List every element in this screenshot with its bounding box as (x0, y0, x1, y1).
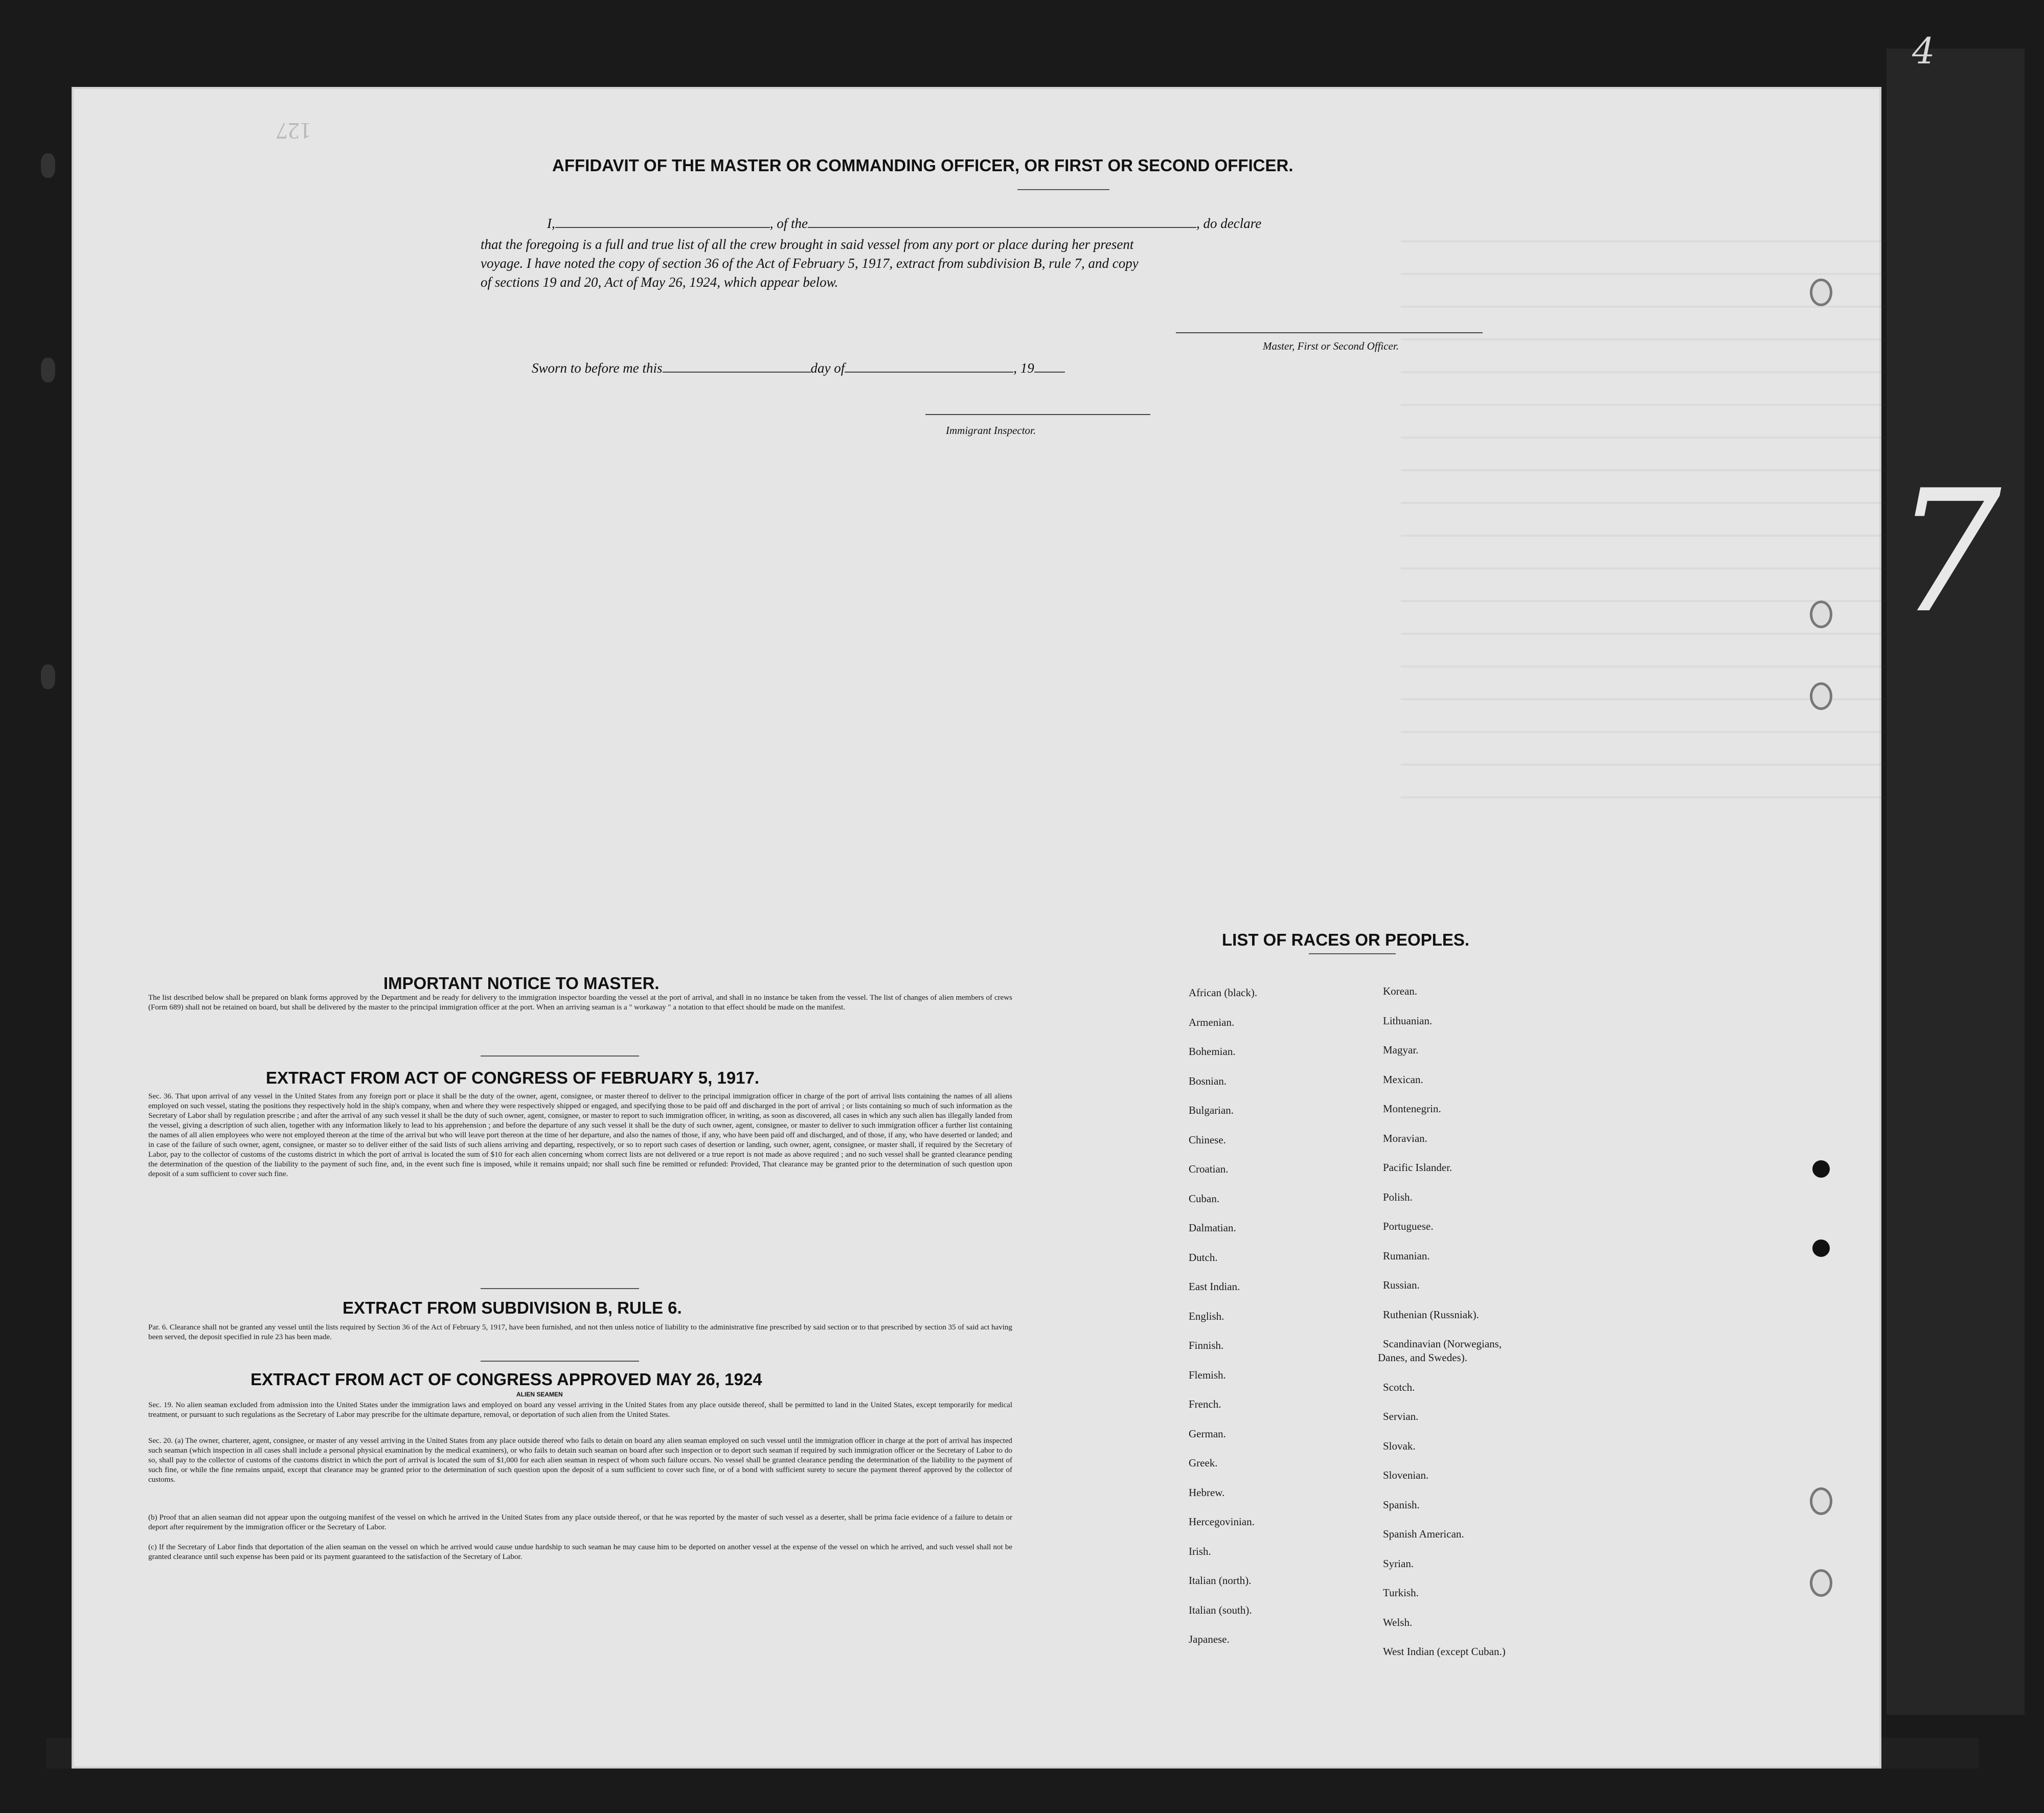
day-of-label: day of (810, 360, 845, 376)
race-item: Portuguese. (1383, 1220, 1434, 1232)
signature-label: Master, First or Second Officer. (1263, 340, 1399, 352)
sec-20a-text: Sec. 20. (a) The owner, charterer, agent, consignee, or master of any vessel arriving in the United States from any place outside thereof who fails to detain on board any alien seaman employed on such vessel until the immigration officer in charge at the port of arrival has inspected such seaman (which inspection in all cases shall include a personal physical examination by the medical examiners), or who fails to detain such seaman on board after such inspection or to deport such seaman if required by such immigration officer or the Secretary of Labor to do so, shall pay to the collector of customs of the customs district in which the port of arrival is located the sum of $1,000 for each alien seaman in respect of whom such failure occurs. No vessel shall be granted clearance pending the determination of the liability to the payment of such fine, or while the fine remains unpaid, except that clearance may be granted prior to the determination of such question upon the deposit of a sum sufficient to cover such fine, or of a bond with sufficient surety to secure the payment thereof approved by the collector of customs. (148, 1437, 1012, 1484)
corner-mark: 4 (1912, 30, 1935, 72)
manifest-sheet (72, 87, 1881, 1769)
race-item: West Indian (except Cuban.) (1383, 1645, 1506, 1658)
punch-hole-dark (1812, 1160, 1830, 1178)
race-item: Moravian. (1383, 1132, 1427, 1144)
races-title: LIST OF RACES OR PEOPLES. (1222, 930, 1470, 949)
race-item: Pacific Islander. (1383, 1161, 1452, 1174)
inspector-label: Immigrant Inspector. (946, 424, 1036, 437)
race-item: Welsh. (1383, 1616, 1413, 1628)
race-item: Armenian. (1189, 1016, 1235, 1028)
divider (1017, 189, 1109, 190)
divider (481, 1361, 639, 1362)
sec-19-text: Sec. 19. No alien seaman excluded from admission into the United States under the immigration laws and employed on board any vessel arriving in the United States from any place outside thereof, shall be permitted to land in the United States, except temporarily for medical treatment, or pursuant to such regulations as the Secretary of Labor may prescribe for the ultimate departure, removal, or deportation of such alien from the United States. (148, 1401, 1012, 1419)
notice-text: The list described below shall be prepared on blank forms approved by the Department and be ready for delivery to the immigration inspector boarding the vessel at the port of arrival, and shall in no instance be taken from the vessel. The list of changes of alien members of crews (Form 689) shall not be retained on board, but shall be delivered by the master to the principal immigration officer at the port. When an arriving seaman is a " workaway " a notation to that effect should be made on the manifest. (148, 994, 1012, 1012)
race-item: Greek. (1189, 1457, 1218, 1469)
sec-20b-text: (b) Proof that an alien seaman did not appear upon the outgoing manifest of the vessel on which he arrived in the United States from any place outside thereof, or that he was reported by the master of such vessel as a deserter, shall be prima facie evidence of a failure to detain or deport after requirement by the immigration officer or the Secretary of Labor. (148, 1513, 1012, 1531)
divider (481, 1288, 639, 1289)
race-item: English. (1189, 1310, 1224, 1322)
race-item: Korean. (1383, 985, 1418, 997)
punch-hole (1810, 1569, 1832, 1597)
sworn-label: Sworn to before me this (532, 360, 663, 376)
race-item: Magyar. (1383, 1044, 1419, 1056)
inspector-blank[interactable] (925, 414, 1150, 415)
race-item: Cuban. (1189, 1192, 1220, 1205)
race-item: Polish. (1383, 1190, 1413, 1203)
race-item: Rumanian. (1383, 1249, 1430, 1262)
sec-20c-text: (c) If the Secretary of Labor finds that deportation of the alien seaman on the vessel on which he arrived would cause undue hardship to such seaman he may cause him to be deported on another vessel at the expense of the vessel on which he arrived, and such vessel shall not be granted clearance until such expense has been paid or its payment guaranteed to the satisfaction of the Secretary of Labor. (148, 1543, 1012, 1561)
punch-hole (1810, 279, 1832, 306)
punch-hole (1810, 682, 1832, 710)
race-item: African (black). (1189, 986, 1258, 999)
sworn-line (532, 360, 1065, 376)
race-item: Danes, and Swedes). (1378, 1351, 1467, 1364)
race-item: German. (1189, 1427, 1226, 1440)
race-item: Japanese. (1189, 1633, 1230, 1645)
alien-seamen-subtitle: ALIEN SEAMEN (516, 1391, 563, 1398)
day-blank[interactable] (663, 372, 811, 373)
race-item: Bulgarian. (1189, 1104, 1234, 1116)
extract-rule6-text: Par. 6. Clearance shall not be granted any vessel until the lists required by Section 36 of the Act of February 5, 1917, have been furnished, and not then unless notice of liability to the administrative fine prescribed by said section or to that prescribed by section 35 of said act having been served, the deposit specified in rule 23 has been made. (148, 1323, 1012, 1341)
race-item: Hercegovinian. (1189, 1516, 1255, 1528)
race-item: Russian. (1383, 1279, 1420, 1291)
extract-1917-text: Sec. 36. That upon arrival of any vessel in the United States from any foreign port or place it shall be the duty of the owner, agent, consignee, or master thereof to deliver to the principal immigration officer in charge of the port of arrival lists containing the names of all aliens employed on such vessel, stating the positions they respectively hold in the ship's company, when and where they were respectively shipped or engaged, and specifying those to be paid off and discharged in the port of arrival ; or lists containing so much of such information as the Secretary of Labor shall by regulation prescribe ; and after the arrival of any such vessel it shall be the duty of such owner, agent, consignee, or master to report to such immigration officer, in writing, as soon as discovered, all cases in which any such alien has illegally landed from the vessel, giving a description of such alien, together with any information likely to lead to his apprehension ; and before the departure of any such vessel it shall be the duty of such owner, agent, consignee, or master to deliver to such immigration officer a further list containing the names of all alien employees who were not employed thereon at the time of the arrival but who will leave port thereon at the time of her departure, and also the names of those, if any, who have been paid off and discharged, and of those, if any, who have deserted or landed; and in case of the failure of such owner, agent, consignee, or master so to deliver either of the said lists of such aliens arriving and departing, respectively, or so to report such cases of desertion or landing, such owner, agent, consignee, or master shall, if required by the Secretary of Labor, pay to the collector of customs of the customs district in which the port of arrival is located the sum of $10 for each alien concerning whom correct lists are not delivered or a true report is not made as above required ; and no such vessel shall be granted clearance pending the determination of the question of the liability to the payment of such fine, and, in the event such fine is imposed, while it remains unpaid; nor shall such fine be remitted or refunded: Provided, That clearance may be granted prior to the determination of such question upon deposit of a sum sufficient to cover such fine. (148, 1092, 1012, 1178)
race-item: Irish. (1189, 1545, 1211, 1557)
race-item: Croatian. (1189, 1163, 1229, 1175)
race-item: Flemish. (1189, 1368, 1226, 1381)
punch-hole-dark (1812, 1240, 1830, 1257)
affidavit-of: , of the (769, 216, 808, 231)
punch-hole (1810, 1487, 1832, 1515)
binding-hole (41, 358, 55, 382)
race-item: Scotch. (1383, 1381, 1415, 1393)
race-item: Lithuanian. (1383, 1014, 1433, 1027)
punch-hole (1810, 601, 1832, 628)
race-item: Dutch. (1189, 1251, 1218, 1264)
race-item: French. (1189, 1398, 1221, 1410)
extract-rule6-title: EXTRACT FROM SUBDIVISION B, RULE 6. (343, 1298, 682, 1317)
extract-1917-title: EXTRACT FROM ACT OF CONGRESS OF FEBRUARY 5, 1917. (266, 1068, 760, 1087)
race-item: Italian (south). (1189, 1603, 1252, 1616)
divider (481, 1055, 639, 1057)
race-item: Bosnian. (1189, 1074, 1227, 1087)
next-page-edge (1887, 49, 2025, 1715)
race-item: Spanish American. (1383, 1528, 1464, 1540)
affidavit-title: AFFIDAVIT OF THE MASTER OR COMMANDING OFFICER, OR FIRST OR SECOND OFFICER. (552, 156, 1293, 175)
race-item: Dalmatian. (1189, 1222, 1236, 1234)
race-item: Slovak. (1383, 1439, 1416, 1452)
affidavit-line-1 (491, 216, 1261, 232)
affidavit-declare: , do declare (1196, 216, 1262, 231)
signature-blank[interactable] (1176, 332, 1483, 333)
race-item: Syrian. (1383, 1557, 1414, 1570)
year-blank[interactable] (1034, 372, 1065, 373)
race-item: Montenegrin. (1383, 1103, 1441, 1115)
race-item: Hebrew. (1189, 1486, 1225, 1499)
race-item: Scandinavian (Norwegians, (1383, 1338, 1502, 1350)
race-item: Finnish. (1189, 1339, 1224, 1351)
month-blank[interactable] (845, 372, 1013, 373)
binding-hole (41, 664, 55, 689)
affidavit-line-4: of sections 19 and 20, Act of May 26, 1924, which appear below. (481, 274, 838, 290)
extract-1924-title: EXTRACT FROM ACT OF CONGRESS APPROVED MAY 26, 1924 (251, 1370, 762, 1389)
affidavit-line-2: that the foregoing is a full and true list of all the crew brought in said vessel from any port or place during her present (481, 237, 1134, 252)
race-item: Turkish. (1383, 1587, 1419, 1599)
race-item: Ruthenian (Russniak). (1383, 1308, 1479, 1321)
notice-title: IMPORTANT NOTICE TO MASTER. (383, 974, 660, 993)
race-item: Bohemian. (1189, 1045, 1236, 1058)
affidavit-line-3: voyage. I have noted the copy of section 36 of the Act of February 5, 1917, extract from subdivision B, rule 7, and copy (481, 256, 1139, 271)
stamped-page-number: 127 (276, 118, 311, 144)
race-item: East Indian. (1189, 1280, 1240, 1293)
race-item: Chinese. (1189, 1133, 1226, 1146)
binding-hole (41, 153, 55, 178)
race-item: Servian. (1383, 1410, 1419, 1422)
race-item: Slovenian. (1383, 1469, 1429, 1481)
handwritten-page-number: 7 (1894, 454, 2002, 650)
divider (1309, 953, 1396, 954)
year-label: , 19 (1013, 360, 1034, 376)
name-blank[interactable] (555, 227, 770, 228)
race-item: Italian (north). (1189, 1574, 1252, 1587)
vessel-blank[interactable] (808, 227, 1196, 228)
affidavit-i: I, (547, 216, 555, 231)
race-item: Mexican. (1383, 1073, 1423, 1086)
race-item: Spanish. (1383, 1498, 1420, 1511)
